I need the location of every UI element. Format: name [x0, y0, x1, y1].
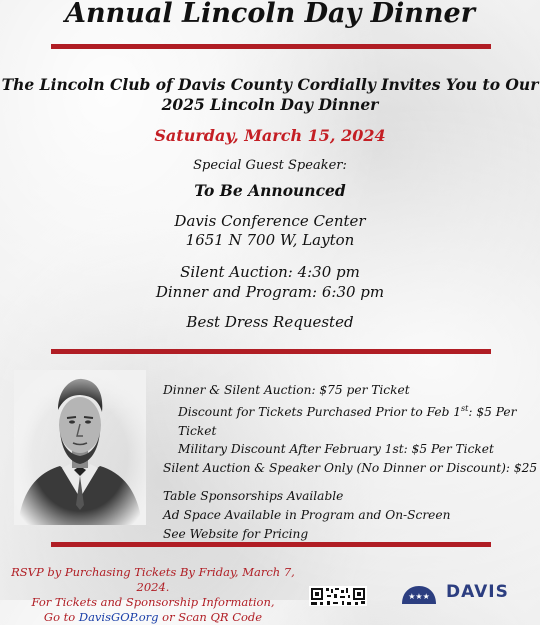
- early-discount: Discount for Tickets Purchased Prior to Feb 1st: $5 Per Ticket: [178, 403, 517, 438]
- dinner-time: Dinner and Program: 6:30 pm: [155, 283, 385, 301]
- page-title: Annual Lincoln Day Dinner: [65, 0, 475, 29]
- invitation-line-1: The Lincoln Club of Davis County Cordially Invites You to Our: [1, 75, 539, 94]
- schedule: [0, 262, 540, 302]
- guest-speaker-name: To Be Announced: [194, 181, 346, 200]
- dress-code: Best Dress Requested: [186, 313, 354, 331]
- auction-only-price: Silent Auction & Speaker Only (No Dinner or Discount): $25: [163, 461, 538, 476]
- sponsorships-note: Table Sponsorships Available: [163, 489, 344, 504]
- pricing-details: [163, 381, 540, 543]
- ad-space-note: Ad Space Available in Program and On-Screen: [163, 507, 451, 522]
- invitation-text: [0, 75, 540, 115]
- rsvp-text: RSVP by Purchasing Tickets By Friday, March 7, 2024.: [11, 565, 295, 594]
- svg-text:★★★: ★★★: [408, 592, 430, 601]
- invitation-line-2: 2025 Lincoln Day Dinner: [161, 95, 379, 114]
- venue: [0, 212, 540, 250]
- guest-speaker-label: Special Guest Speaker:: [193, 158, 347, 173]
- bottom-divider: [51, 542, 491, 547]
- ticket-price: Dinner & Silent Auction: $75 per Ticket: [163, 383, 410, 397]
- event-date: Saturday, March 15, 2024: [154, 126, 386, 145]
- middle-divider: [51, 349, 491, 354]
- venue-name: Davis Conference Center: [174, 212, 366, 230]
- info-text: For Tickets and Sponsorship Information,: [31, 595, 275, 609]
- website-pricing-note: See Website for Pricing: [163, 526, 309, 541]
- military-discount: Military Discount After February 1st: $5 Per Ticket: [178, 442, 494, 457]
- davis-logo-text: DAVIS: [446, 582, 509, 602]
- lincoln-portrait: [14, 370, 146, 525]
- website-link[interactable]: DavisGOP.org: [78, 610, 159, 624]
- silent-auction-time: Silent Auction: 4:30 pm: [180, 263, 360, 281]
- qr-code[interactable]: [309, 586, 367, 606]
- rsvp-footer: [8, 565, 298, 625]
- davis-gop-logo-icon: [400, 584, 438, 604]
- title-divider: [51, 44, 491, 49]
- venue-address: 1651 N 700 W, Layton: [185, 231, 355, 249]
- website-line: Go to DavisGOP.org or Scan QR Code: [43, 610, 263, 624]
